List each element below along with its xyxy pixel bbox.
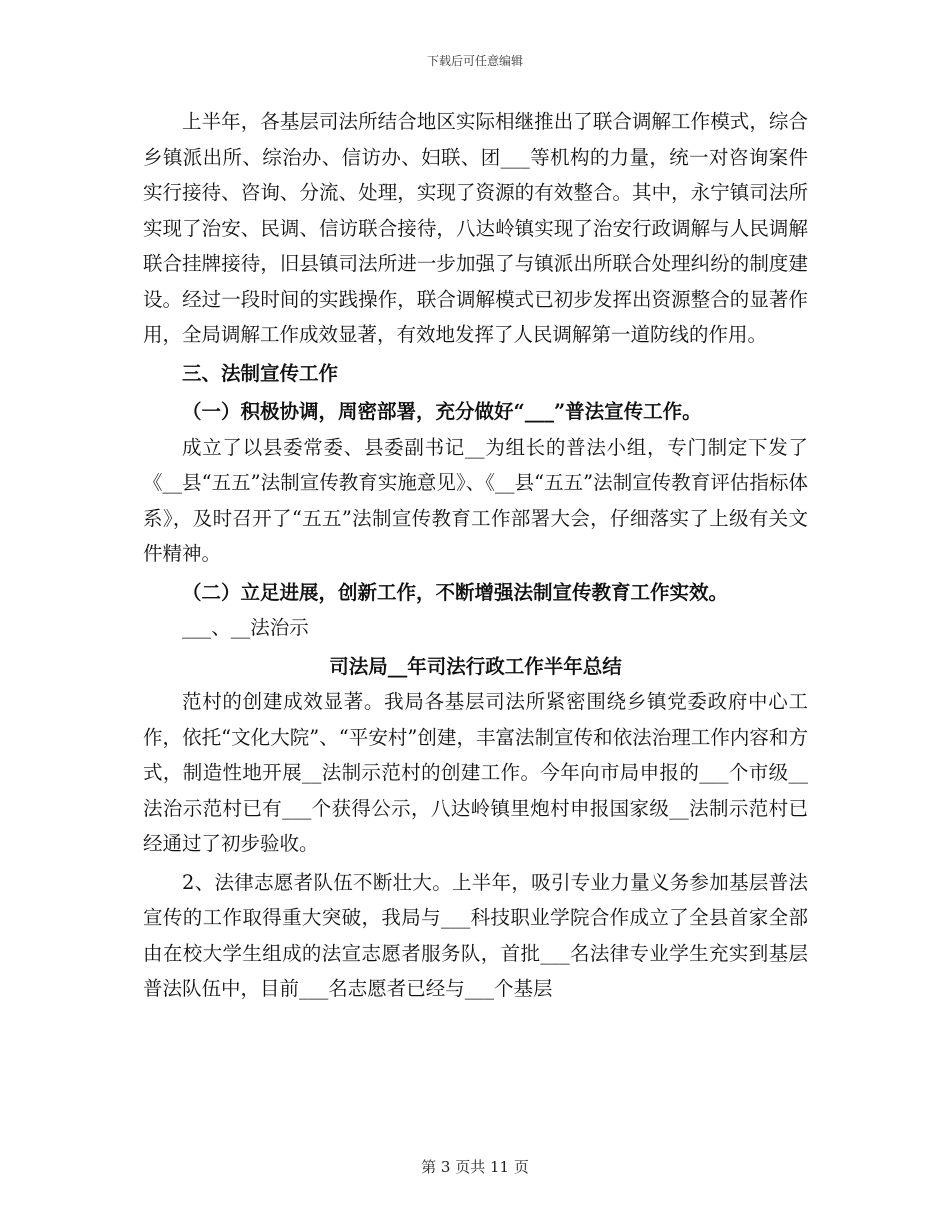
subheading-innovation: （二）立足进展，创新工作，不断增强法制宣传教育工作实效。	[182, 580, 729, 604]
paragraph-joint-mediation: 上半年，各基层司法所结合地区实际相继推出了联合调解工作模式，综合乡镇派出所、综治办、信访办、妇联、团___等机构的力量，统一对咨询案件实行接待、咨询、分流、处理，实现了资源的有效整合。其中，永宁镇司法所实现了治安、民调、信访联合接待，八达岭镇实现了治安行政调解与人民调解联合挂牌接待，旧县镇司法所进一步加强了与镇派出所联合处理纠纷的制度建设。经过一段时间的实践操作，联合调解模式已初步发挥出资源整合的显著作用，全局调解工作成效显著，有效地发挥了人民调解第一道防线的作用。	[143, 110, 808, 346]
page-footer: 第 3 页共 11 页	[421, 1158, 529, 1176]
section-heading-legal-publicity: 三、法制宣传工作	[182, 361, 339, 385]
document-body	[143, 104, 808, 1007]
paragraph-fragment: ___、__法治示	[182, 616, 309, 639]
paragraph-law-group: 成立了以县委常委、县委副书记__为组长的普法小组，专门制定下发了《__县“五五”法制宣传教育实施意见》、《__县“五五”法制宣传教育评估指标体系》，及时召开了“五五”法制宣传教育工作部署大会，仔细落实了上级有关文件精神。	[143, 435, 808, 565]
document-title: 司法局__年司法行政工作半年总结	[329, 654, 622, 678]
paragraph-model-village: 范村的创建成效显著。我局各基层司法所紧密围绕乡镇党委政府中心工作，依托“文化大院”、“平安村”创建，丰富法制宣传和依法治理工作内容和方式，制造性地开展__法制示范村的创建工作。今年向市局申报的___个市级__法治示范村已有___个获得公示，八达岭镇里炮村申报国家级__法制示范村已经通过了初步验收。	[143, 690, 808, 855]
paragraph-volunteers: 2、法律志愿者队伍不断壮大。上半年，吸引专业力量义务参加基层普法宣传的工作取得重大突破，我局与___科技职业学院合作成立了全县首家全部由在校大学生组成的法宣志愿者服务队，首批___名法律专业学生充实到基层普法队伍中，目前___名志愿者已经与___个基层	[143, 870, 808, 1000]
page-header: 下载后可任意编辑	[426, 54, 523, 68]
subheading-coordination: （一）积极协调，周密部署，充分做好“___”普法宣传工作。	[182, 400, 702, 423]
